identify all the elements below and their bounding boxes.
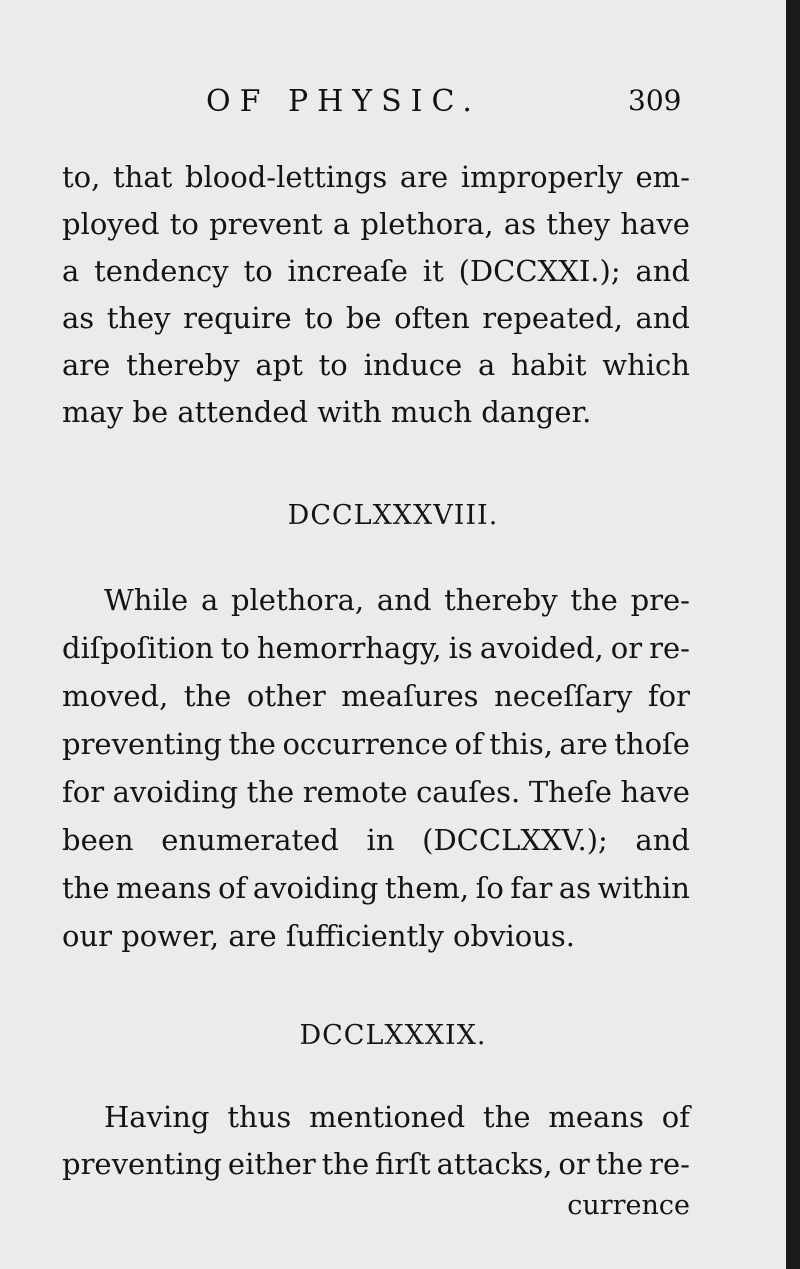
page-header — [0, 84, 786, 134]
word: preventing — [62, 727, 222, 761]
word: habit — [511, 348, 587, 382]
text-line — [62, 775, 690, 809]
word: a — [62, 254, 80, 288]
word: a — [477, 348, 496, 382]
word: diſpoſition — [62, 631, 214, 665]
word: prevent — [209, 207, 323, 241]
word: meaſures — [341, 679, 479, 713]
word: of — [454, 727, 483, 761]
text-line — [62, 823, 690, 857]
word: have — [620, 207, 690, 241]
word: re- — [649, 631, 690, 665]
text-line: may be attended with much danger. — [62, 395, 592, 429]
word: preventing — [62, 1147, 222, 1181]
word: to — [304, 301, 334, 335]
word: pre- — [630, 583, 690, 617]
word: means — [116, 871, 212, 905]
word: to — [169, 207, 199, 241]
word: Theſe — [528, 775, 612, 809]
text-line — [62, 1147, 690, 1181]
text-line — [62, 254, 690, 288]
text-line — [62, 348, 690, 382]
section-heading: DCCLXXXIX. — [299, 1020, 487, 1051]
word: of — [218, 871, 247, 905]
word: (DCCXXI.); — [458, 254, 621, 288]
word: either — [227, 1147, 316, 1181]
word: or — [558, 1147, 590, 1181]
word: as — [558, 871, 592, 905]
word: they — [546, 207, 611, 241]
word: be — [345, 301, 382, 335]
word: blood-lettings — [184, 160, 388, 194]
word: them, — [384, 871, 470, 905]
word: which — [602, 348, 690, 382]
word: are — [399, 160, 449, 194]
word: have — [620, 775, 690, 809]
word: it — [422, 254, 444, 288]
word: the — [183, 679, 232, 713]
word: this, — [489, 727, 553, 761]
word: (DCCLXXV.); — [422, 823, 608, 857]
word: for — [647, 679, 690, 713]
word: neceſſary — [494, 679, 633, 713]
word: thereby — [444, 583, 558, 617]
text-line — [62, 301, 690, 335]
word: are — [62, 348, 111, 382]
word: a — [200, 583, 219, 617]
word: the — [62, 871, 110, 905]
word: plethora, — [230, 583, 365, 617]
word: to, — [62, 160, 101, 194]
word: the — [246, 775, 295, 809]
text-line — [62, 631, 690, 665]
word: the — [321, 1147, 370, 1181]
word: are — [559, 727, 608, 761]
text-line: our power, are ſufficiently obvious. — [62, 919, 575, 953]
word: cauſes. — [416, 775, 521, 809]
word: enumerated — [161, 823, 339, 857]
word: Having — [104, 1100, 210, 1134]
word: avoiding — [252, 871, 379, 905]
word: as — [503, 207, 536, 241]
word: While — [104, 583, 189, 617]
word: occurrence — [282, 727, 449, 761]
word: remote — [302, 775, 408, 809]
word: a — [332, 207, 351, 241]
page-number: 309 — [628, 84, 682, 117]
text-line — [104, 583, 690, 617]
word: hemorrhagy, — [256, 631, 442, 665]
word: to — [243, 254, 273, 288]
word: been — [62, 823, 134, 857]
word: for — [62, 775, 105, 809]
word: the — [595, 1147, 644, 1181]
word: mentioned — [309, 1100, 466, 1134]
word: the — [228, 727, 276, 761]
text-line — [62, 727, 690, 761]
word: they — [106, 301, 171, 335]
word: means — [548, 1100, 644, 1134]
word: that — [113, 160, 173, 194]
word: apt — [255, 348, 303, 382]
word: thus — [227, 1100, 292, 1134]
word: other — [246, 679, 326, 713]
section-heading: DCCLXXXVIII. — [287, 500, 499, 531]
word: ployed — [62, 207, 160, 241]
word: thereby — [126, 348, 240, 382]
word: the — [483, 1100, 531, 1134]
word: often — [394, 301, 470, 335]
word: require — [183, 301, 292, 335]
word: firſt — [375, 1147, 431, 1181]
word: attacks, — [436, 1147, 553, 1181]
word: far — [510, 871, 553, 905]
word: em- — [635, 160, 690, 194]
word: increaſe — [287, 254, 408, 288]
text-line — [62, 679, 690, 713]
text-line — [62, 160, 690, 194]
word: avoiding — [112, 775, 239, 809]
word: in — [366, 823, 395, 857]
word: ſo — [475, 871, 504, 905]
word: as — [62, 301, 95, 335]
word: improperly — [460, 160, 623, 194]
word: or — [610, 631, 643, 665]
running-head: OF PHYSIC. — [206, 84, 481, 119]
word: moved, — [62, 679, 169, 713]
word: plethora, — [360, 207, 494, 241]
catchword: currence — [567, 1190, 690, 1221]
text-line — [62, 871, 690, 905]
word: the — [570, 583, 618, 617]
word: tendency — [94, 254, 229, 288]
word: to — [318, 348, 348, 382]
word: and — [635, 823, 690, 857]
word: to — [220, 631, 250, 665]
word: thoſe — [614, 727, 690, 761]
word: within — [597, 871, 690, 905]
word: and — [376, 583, 432, 617]
word: re- — [649, 1147, 690, 1181]
word: repeated, — [482, 301, 623, 335]
word: avoided, — [479, 631, 604, 665]
word: and — [635, 301, 690, 335]
text-line — [62, 207, 690, 241]
word: induce — [363, 348, 463, 382]
word: is — [448, 631, 473, 665]
text-line — [104, 1100, 690, 1134]
word: and — [635, 254, 690, 288]
word: of — [661, 1100, 690, 1134]
